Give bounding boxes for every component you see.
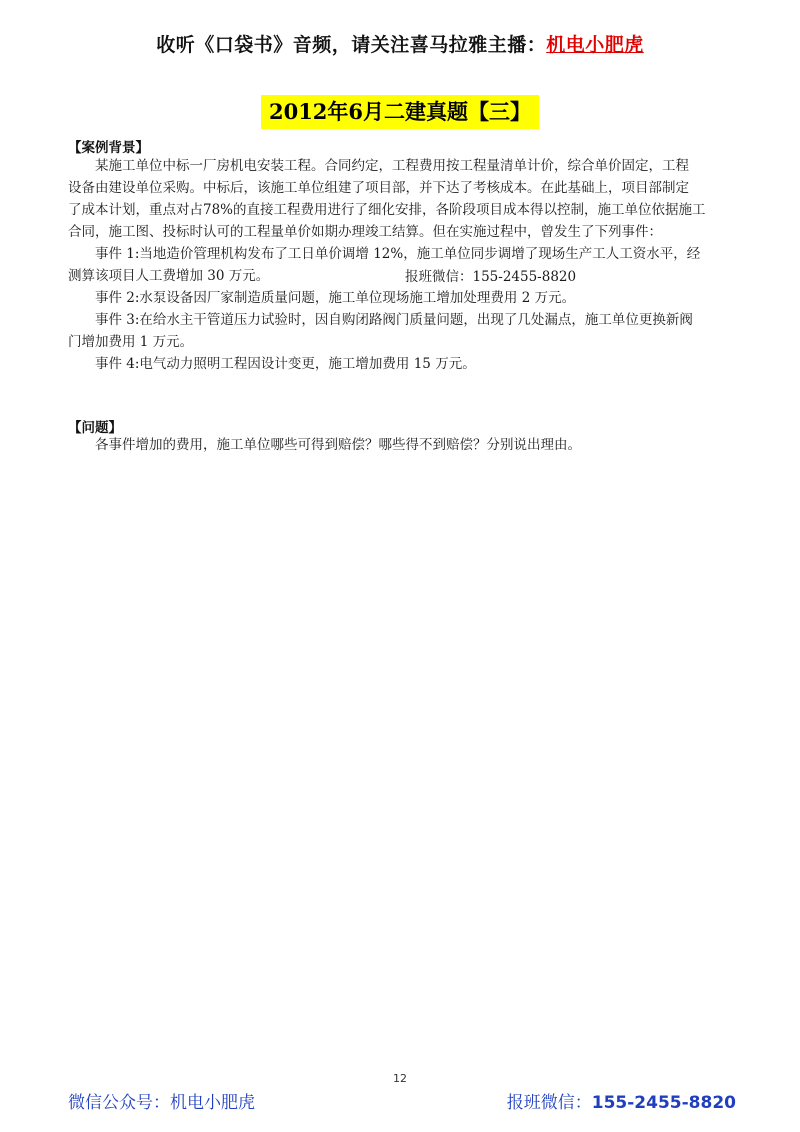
event-2-line: 事件 2:水泵设备因厂家制造质量问题，施工单位现场施工增加处理费用 2 万元。	[95, 290, 576, 306]
intro-line: 合同，施工图、投标时认可的工程量单价如期办理竣工结算。但在实施过程中，曾发生了下列事件：	[68, 224, 662, 240]
intro-line: 了成本计划，重点对占78%的直接工程费用进行了细化安排，各阶段项目成本得以控制，施工单位依据施工	[68, 202, 706, 218]
question-body	[68, 434, 740, 456]
event-4-line: 事件 4:电气动力照明工程因设计变更，施工增加费用 15 万元。	[95, 356, 476, 372]
event-4	[68, 353, 740, 375]
intro-line: 设备由建设单位采购。中标后，该施工单位组建了项目部，并下达了考核成本。在此基础上，项目部制定	[68, 180, 689, 196]
event-3-line: 门增加费用 1 万元。	[68, 334, 194, 350]
event-1	[68, 243, 740, 287]
page-number: 12	[393, 1072, 407, 1085]
case-background-label: 【案例背景】	[68, 140, 149, 156]
event-1-line: 测算该项目人工费增加 30 万元。	[68, 268, 270, 284]
event-3-line: 事件 3:在给水主干管道压力试验时，因自购闭路阀门质量问题，出现了几处漏点，施工单位更换新阀	[95, 312, 693, 328]
case-background-body	[68, 155, 740, 375]
footer-wechat-contact	[507, 1088, 736, 1113]
page-title: 2012年6月二建真题【三】	[261, 95, 539, 129]
footer-wechat-account: 微信公众号：机电小肥虎	[68, 1093, 255, 1113]
event-1-phone: 报班微信：155-2455-8820	[405, 269, 577, 285]
title-wrap	[0, 95, 800, 129]
header-prefix: 收听《口袋书》音频，请关注喜马拉雅主播：	[156, 34, 547, 56]
question-label: 【问题】	[68, 420, 122, 436]
event-3	[68, 309, 740, 353]
footer-contact-number: 155-2455-8820	[591, 1093, 736, 1113]
event-2	[68, 287, 740, 309]
footer-contact-label: 报班微信：	[506, 1093, 592, 1113]
header-brand-link[interactable]: 机电小肥虎	[546, 34, 644, 56]
question-text: 各事件增加的费用，施工单位哪些可得到赔偿？哪些得不到赔偿？分别说出理由。	[95, 437, 581, 453]
event-1-line: 事件 1:当地造价管理机构发布了工日单价调增 12%，施工单位同步调增了现场生产工人工资水平，经	[95, 246, 701, 262]
intro-line: 某施工单位中标一厂房机电安装工程。合同约定，工程费用按工程量清单计价，综合单价固定，工程	[95, 158, 689, 174]
page-header	[0, 30, 800, 57]
intro-paragraph	[68, 155, 740, 243]
